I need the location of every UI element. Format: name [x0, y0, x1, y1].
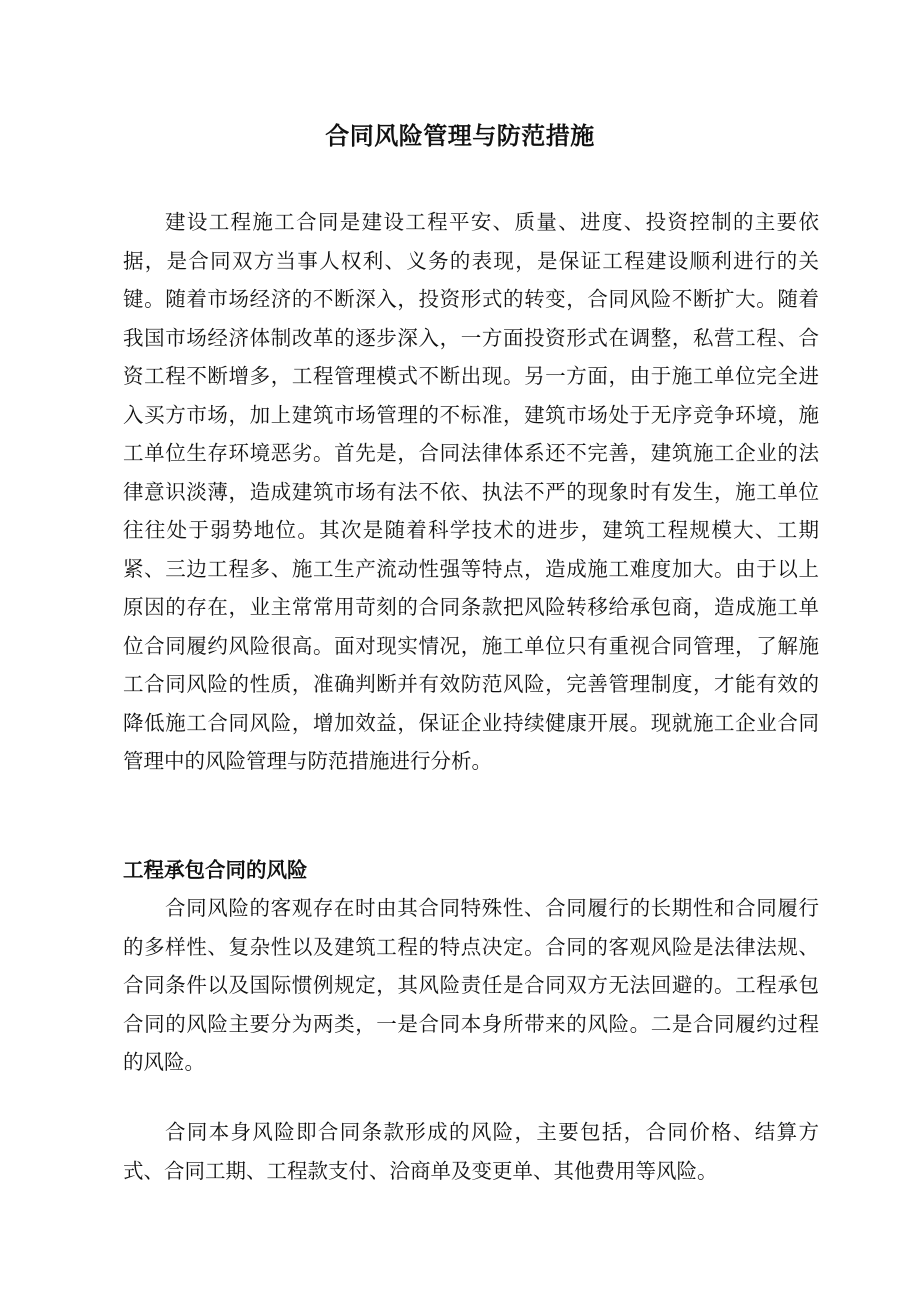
section-paragraph-1: 合同风险的客观存在时由其合同特殊性、合同履行的长期性和合同履行的多样性、复杂性以及建筑工程的特点决定。合同的客观风险是法律法规、合同条件以及国际惯例规定，其风险责任是合同双方无法回避的。工程承包合同的风险主要分为两类，一是合同本身所带来的风险。二是合同履约过程的风险。	[123, 896, 819, 1074]
document-title: 合同风险管理与防范措施	[325, 121, 595, 151]
section-heading: 工程承包合同的风险	[123, 858, 308, 882]
intro-paragraph: 建设工程施工合同是建设工程平安、质量、进度、投资控制的主要依据，是合同双方当事人权利、义务的表现，是保证工程建设顺利进行的关键。随着市场经济的不断深入，投资形式的转变，合同风险不断扩大。随着我国市场经济体制改革的逐步深入，一方面投资形式在调整，私营工程、合资工程不断增多，工程管理模式不断出现。另一方面，由于施工单位完全进入买方市场，加上建筑市场管理的不标准，建筑市场处于无序竞争环境，施工单位生存环境恶劣。首先是，合同法律体系还不完善，建筑施工企业的法律意识淡薄，造成建筑市场有法不依、执法不严的现象时有发生，施工单位往往处于弱势地位。其次是随着科学技术的进步，建筑工程规模大、工期紧、三边工程多、施工生产流动性强等特点，造成施工难度加大。由于以上原因的存在，业主常常用苛刻的合同条款把风险转移给承包商，造成施工单位合同履约风险很高。面对现实情况，施工单位只有重视合同管理，了解施工合同风险的性质，准确判断并有效防范风险，完善管理制度，才能有效的降低施工合同风险，增加效益，保证企业持续健康开展。现就施工企业合同管理中的风险管理与防范措施进行分析。	[123, 210, 819, 773]
section-paragraph-2: 合同本身风险即合同条款形成的风险，主要包括，合同价格、结算方式、合同工期、工程款支付、洽商单及变更单、其他费用等风险。	[123, 1120, 819, 1183]
